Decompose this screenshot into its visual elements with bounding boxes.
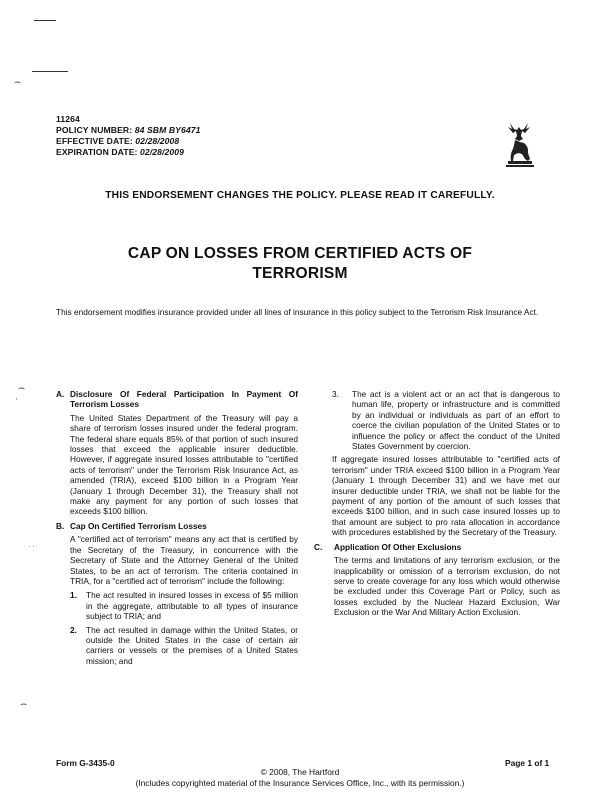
policy-header <box>56 114 201 158</box>
scan-artifact-mark: ' <box>16 397 18 406</box>
right-column <box>314 389 560 622</box>
page-title <box>90 244 510 284</box>
section-b-heading <box>56 521 298 531</box>
scan-artifact-mark: ⌢ <box>20 698 28 710</box>
cap-paragraph: If aggregate insured losses attributable to "certified acts of terrorism" under TRIA exceed $100 billion in a Program Year (January 1 through December 31) and we have met our insurer deductible under TRIA, we shall not be liable for the payment of any portion of the amount of such losses that exceeds $100 billion, and in such case insured losses up to that amount are subject to pro rata allocation in accordance with procedures established by the Secretary of the Treasury. <box>332 454 560 538</box>
list-item <box>70 625 298 667</box>
section-b-body: A "certified act of terrorism" means any act that is certified by the Secretary of the Treasury, in concurrence with the Secretary of State and the Attorney General of the United States, to be an act of terrorism. The criteria contained in TRIA, for a "certified act of terrorism" include the following: <box>70 534 298 586</box>
list-item <box>332 389 560 451</box>
section-a-letter: A. <box>56 389 65 399</box>
form-code: 11264 <box>56 114 80 124</box>
left-column <box>56 389 298 669</box>
effective-date-value: 02/28/2008 <box>135 136 180 146</box>
title-line-2: TERRORISM <box>252 265 348 282</box>
expiration-date-label: EXPIRATION DATE: <box>56 147 138 157</box>
expiration-date-value: 02/28/2009 <box>140 147 185 157</box>
section-b-letter: B. <box>56 520 65 531</box>
list-item-text: The act resulted in insured losses in excess of $5 million in the aggregate, attributable to all types of insurance subject to TRIA; and <box>86 590 298 622</box>
scan-artifact-line <box>34 20 56 21</box>
policy-number-value: 84 SBM BY6471 <box>134 125 201 135</box>
hartford-stag-logo-icon <box>502 121 538 169</box>
section-a-body: The United States Department of the Treasury will pay a share of terrorism losses insured under the federal program. The federal share equals 85% of that portion of such insured losses that exceed the applicable insurer deductible. However, if aggregate insured losses attributable to "certified acts of terrorism" under the Terrorism Risk Insurance Act, as amended (TRIA), exceed $100 billion in a Program Year (January 1 through December 31), the Treasury shall not make any payment for any portion of such losses that exceeds $100 billion. <box>70 412 298 517</box>
section-c-title: Application Of Other Exclusions <box>334 541 462 552</box>
page-number: Page 1 of 1 <box>505 758 550 768</box>
intro-paragraph: This endorsement modifies insurance provided under all lines of insurance in this policy subject to the Terrorism Risk Insurance Act. <box>56 307 539 317</box>
copyright-line: © 2008, The Hartford <box>260 767 340 777</box>
list-item-number: 3. <box>332 389 339 399</box>
policy-number-label: POLICY NUMBER: <box>56 125 133 135</box>
endorsement-notice: THIS ENDORSEMENT CHANGES THE POLICY. PLEASE READ IT CAREFULLY. <box>105 190 495 201</box>
section-c-body: The terms and limitations of any terrorism exclusion, or the inapplicability or omission of a terrorism exclusion, do not serve to create coverage for any loss which would otherwise be excluded under this Coverage Part or Policy, such as losses excluded by the Nuclear Hazard Exclusion, War Exclusion or the War And Military Action Exclusion. <box>334 555 560 618</box>
list-item-text: The act resulted in damage within the United States, or outside the United States in the case of certain air carriers or vessels or the premises of a United States mission; and <box>86 624 298 666</box>
expiration-date-row <box>56 147 201 158</box>
effective-date-label: EFFECTIVE DATE: <box>56 136 133 146</box>
form-number: Form G-3435-0 <box>56 758 115 768</box>
list-item-text: The act is a violent act or an act that is dangerous to human life, property or infrastructure and is committed by an individual or individuals as part of an effort to coerce the civilian population of the United States or to influence the policy or affect the conduct of the United States Government by coercion. <box>352 389 560 452</box>
copyright-block <box>0 767 600 789</box>
scan-artifact-mark: ⌢ <box>14 76 22 88</box>
section-a-heading <box>56 389 298 410</box>
section-b-title: Cap On Certified Terrorism Losses <box>70 520 207 531</box>
section-c-letter: C. <box>314 541 323 552</box>
policy-number-row <box>56 125 201 136</box>
scan-artifact-mark: ⌢ <box>18 382 26 394</box>
list-item <box>70 590 298 621</box>
effective-date-row <box>56 136 201 147</box>
section-a-title: Disclosure Of Federal Participation In Payment Of Terrorism Losses <box>70 389 298 410</box>
scan-artifact-line <box>32 71 68 72</box>
scan-artifact-mark: . . <box>28 540 35 549</box>
section-c-heading <box>314 542 560 552</box>
iso-notice: (Includes copyrighted material of the Insurance Services Office, Inc., with its permission.) <box>135 778 465 788</box>
list-item-number: 2. <box>70 624 77 635</box>
title-line-1: CAP ON LOSSES FROM CERTIFIED ACTS OF <box>127 245 473 262</box>
list-item-number: 1. <box>70 590 77 601</box>
